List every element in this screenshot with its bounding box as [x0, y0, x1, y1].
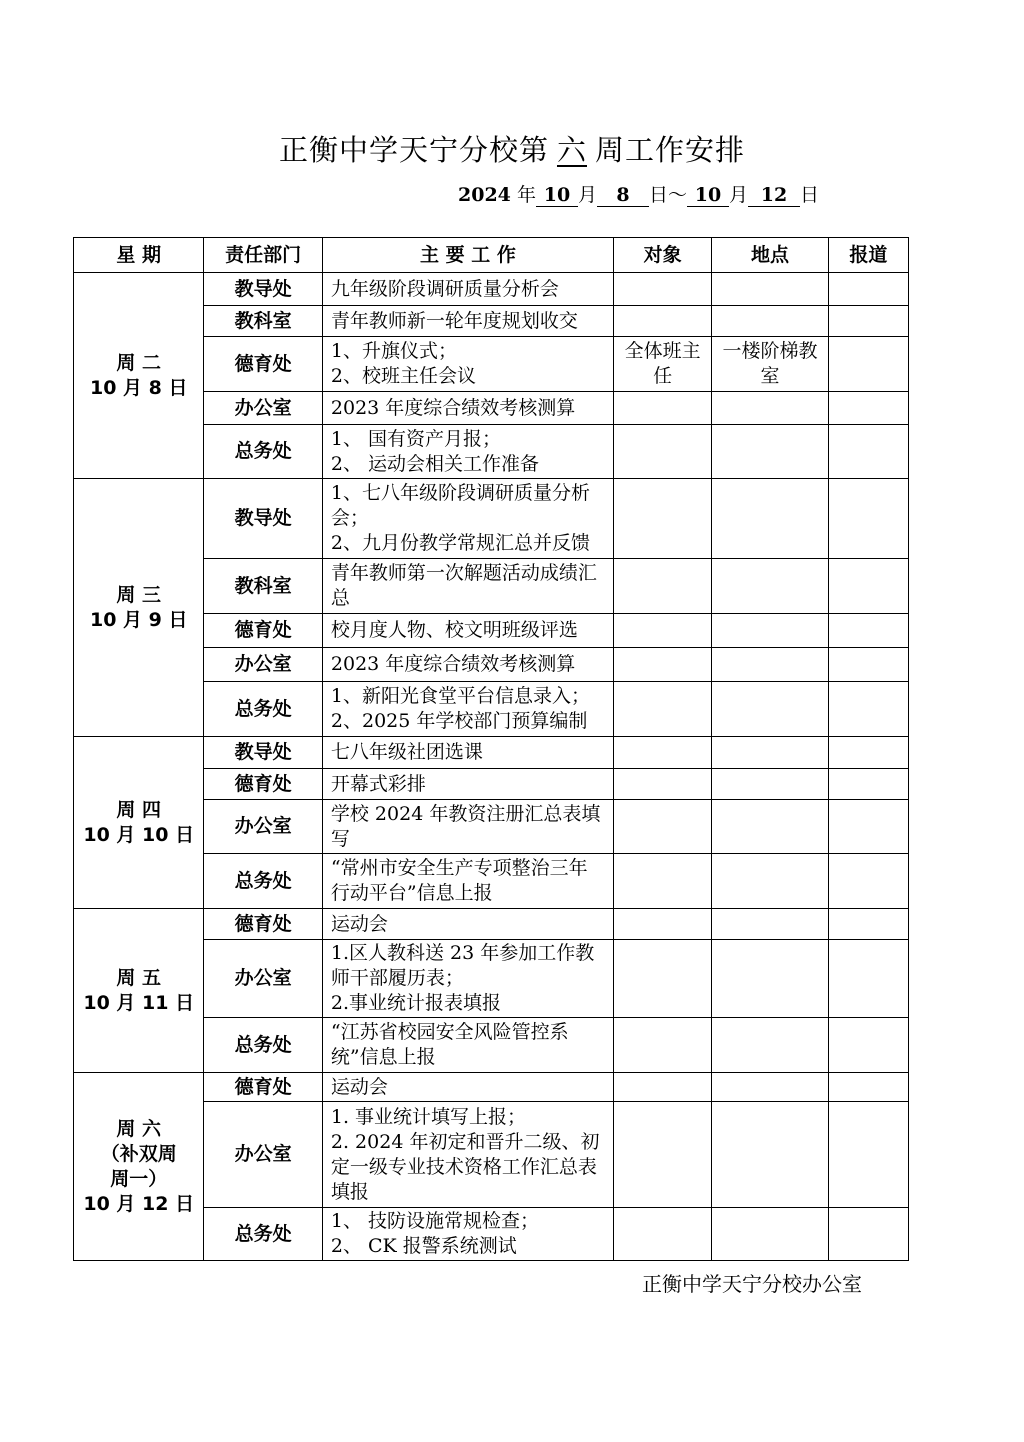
page-title: [0, 128, 1024, 169]
work-cell: 运动会: [322, 1073, 613, 1102]
place-cell: [712, 769, 828, 800]
target-cell: [613, 559, 711, 614]
report-cell: [828, 479, 908, 559]
dept-cell: 德育处: [204, 769, 322, 800]
dept-cell: 教科室: [204, 306, 322, 337]
target-cell: [613, 1102, 711, 1208]
target-cell: [613, 737, 711, 769]
date-label: 10 月 10 日: [83, 823, 195, 846]
weekday-label: 周 五: [116, 966, 162, 989]
dept-cell: 教导处: [204, 479, 322, 559]
schedule-table: [73, 237, 909, 1261]
report-cell: [828, 392, 908, 425]
place-cell: [712, 737, 828, 769]
place-cell: [712, 909, 828, 940]
target-cell: [613, 392, 711, 425]
target-cell: [613, 1073, 711, 1102]
report-cell: [828, 306, 908, 337]
place-cell: [712, 559, 828, 614]
report-cell: [828, 425, 908, 479]
dept-cell: 德育处: [204, 909, 322, 940]
date-day-label: 日: [648, 184, 668, 206]
title-week-number: 六: [556, 133, 587, 167]
header-report: 报道: [828, 238, 908, 273]
table-row: [74, 909, 909, 940]
report-cell: [828, 337, 908, 392]
date-year: 2024: [458, 184, 511, 206]
date-tilde: ～: [667, 184, 687, 206]
target-cell: [613, 479, 711, 559]
weekday-note: （补双周周一）: [100, 1142, 177, 1190]
report-cell: [828, 1073, 908, 1102]
header-place: 地点: [712, 238, 828, 273]
work-cell: 学校 2024 年教资注册汇总表填写: [322, 800, 613, 854]
target-cell: [613, 1208, 711, 1261]
place-cell: [712, 1102, 828, 1208]
place-cell: [712, 273, 828, 306]
place-cell: 一楼阶梯教室: [712, 337, 828, 392]
report-cell: [828, 737, 908, 769]
place-cell: [712, 940, 828, 1018]
target-cell: [613, 940, 711, 1018]
place-cell: [712, 479, 828, 559]
table-row: [74, 1073, 909, 1102]
target-cell: [613, 769, 711, 800]
dept-cell: 总务处: [204, 425, 322, 479]
dept-cell: 总务处: [204, 682, 322, 737]
work-cell: 1、新阳光食堂平台信息录入； 2、2025 年学校部门预算编制: [322, 682, 613, 737]
place-cell: [712, 854, 828, 909]
dept-cell: 教导处: [204, 737, 322, 769]
dept-cell: 德育处: [204, 337, 322, 392]
report-cell: [828, 1208, 908, 1261]
place-cell: [712, 1073, 828, 1102]
target-cell: [613, 614, 711, 648]
dept-cell: 办公室: [204, 648, 322, 682]
report-cell: [828, 940, 908, 1018]
target-cell: [613, 854, 711, 909]
work-cell: 1. 事业统计填写上报； 2. 2024 年初定和晋升二级、初定一级专业技术资格工作汇总表填报: [322, 1102, 613, 1208]
dept-cell: 教科室: [204, 559, 322, 614]
place-cell: [712, 1018, 828, 1073]
report-cell: [828, 854, 908, 909]
date-month-label: 月: [577, 184, 597, 206]
footer-signature: 正衡中学天宁分校办公室: [642, 1272, 862, 1296]
report-cell: [828, 273, 908, 306]
date-label: 10 月 12 日: [83, 1192, 195, 1215]
dept-cell: 德育处: [204, 1073, 322, 1102]
place-cell: [712, 1208, 828, 1261]
report-cell: [828, 1102, 908, 1208]
work-cell: 2023 年度综合绩效考核测算: [322, 648, 613, 682]
target-cell: [613, 273, 711, 306]
place-cell: [712, 648, 828, 682]
place-cell: [712, 682, 828, 737]
work-cell: 1.区人教科送 23 年参加工作教师干部履历表； 2.事业统计报表填报: [322, 940, 613, 1018]
work-cell: 校月度人物、校文明班级评选: [322, 614, 613, 648]
work-cell: 1、 技防设施常规检查； 2、 CK 报警系统测试: [322, 1208, 613, 1261]
report-cell: [828, 1018, 908, 1073]
work-cell: “江苏省校园安全风险管控系统”信息上报: [322, 1018, 613, 1073]
dept-cell: 教导处: [204, 273, 322, 306]
report-cell: [828, 909, 908, 940]
place-cell: [712, 306, 828, 337]
dept-cell: 总务处: [204, 1018, 322, 1073]
dept-cell: 办公室: [204, 1102, 322, 1208]
work-cell: 运动会: [322, 909, 613, 940]
date-year-label: 年: [516, 184, 536, 206]
table-row: [74, 273, 909, 306]
day-cell-thu: [74, 737, 204, 909]
day-cell-fri: [74, 909, 204, 1073]
report-cell: [828, 800, 908, 854]
weekday-label: 周 六: [116, 1117, 162, 1140]
place-cell: [712, 800, 828, 854]
dept-cell: 德育处: [204, 614, 322, 648]
weekday-label: 周 四: [116, 798, 162, 821]
work-cell: 1、 国有资产月报； 2、 运动会相关工作准备: [322, 425, 613, 479]
date-label: 10 月 11 日: [83, 991, 195, 1014]
day-cell-wed: [74, 479, 204, 737]
date-day-label-2: 日: [800, 184, 820, 206]
date-label: 10 月 8 日: [89, 376, 188, 399]
work-cell: 1、升旗仪式； 2、校班主任会议: [322, 337, 613, 392]
table-row: [74, 737, 909, 769]
target-cell: [613, 1018, 711, 1073]
header-row: [74, 238, 909, 273]
work-cell: 七八年级社团选课: [322, 737, 613, 769]
target-cell: [613, 425, 711, 479]
work-cell: “常州市安全生产专项整治三年行动平台”信息上报: [322, 854, 613, 909]
report-cell: [828, 614, 908, 648]
place-cell: [712, 392, 828, 425]
table-row: [74, 479, 909, 559]
dept-cell: 办公室: [204, 800, 322, 854]
work-cell: 九年级阶段调研质量分析会: [322, 273, 613, 306]
date-label: 10 月 9 日: [89, 608, 188, 631]
date-range: [458, 180, 819, 207]
target-cell: [613, 306, 711, 337]
target-cell: [613, 909, 711, 940]
work-cell: 青年教师新一轮年度规划收交: [322, 306, 613, 337]
dept-cell: 办公室: [204, 940, 322, 1018]
report-cell: [828, 559, 908, 614]
weekday-label: 周 三: [116, 583, 162, 606]
work-cell: 开幕式彩排: [322, 769, 613, 800]
target-cell: [613, 648, 711, 682]
target-cell: 全体班主任: [613, 337, 711, 392]
day-cell-tue: [74, 273, 204, 479]
date-month-label-2: 月: [729, 184, 749, 206]
work-cell: 1、七八年级阶段调研质量分析会； 2、九月份教学常规汇总并反馈: [322, 479, 613, 559]
title-prefix: 正衡中学天宁分校第: [278, 133, 549, 167]
place-cell: [712, 425, 828, 479]
title-suffix: 周工作安排: [595, 133, 746, 167]
header-day: 星 期: [74, 238, 204, 273]
target-cell: [613, 800, 711, 854]
place-cell: [712, 614, 828, 648]
date-start-month: 10: [536, 184, 578, 207]
work-cell: 2023 年度综合绩效考核测算: [322, 392, 613, 425]
work-cell: 青年教师第一次解题活动成绩汇总: [322, 559, 613, 614]
report-cell: [828, 769, 908, 800]
date-end-month: 10: [687, 184, 729, 207]
dept-cell: 总务处: [204, 1208, 322, 1261]
weekday-label: 周 二: [116, 351, 162, 374]
header-target: 对象: [613, 238, 711, 273]
report-cell: [828, 682, 908, 737]
date-start-day: 8: [597, 184, 649, 207]
target-cell: [613, 682, 711, 737]
report-cell: [828, 648, 908, 682]
dept-cell: 总务处: [204, 854, 322, 909]
header-work: 主 要 工 作: [322, 238, 613, 273]
day-cell-sat: [74, 1073, 204, 1261]
header-dept: 责任部门: [204, 238, 322, 273]
dept-cell: 办公室: [204, 392, 322, 425]
date-end-day: 12: [748, 184, 800, 207]
